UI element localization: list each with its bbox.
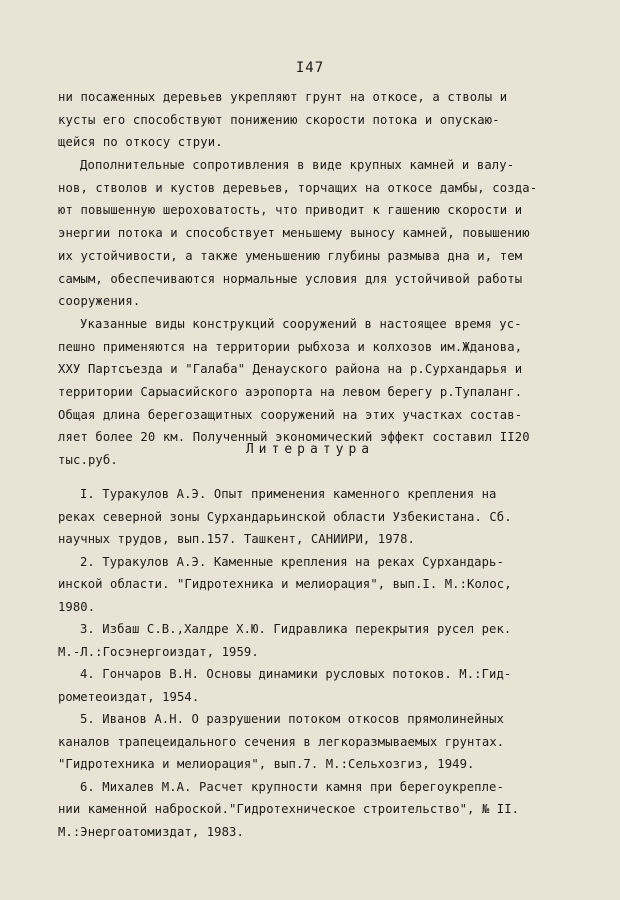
body-line: щейся по откосу струи. [58,135,223,150]
reference-line: инской области. "Гидротехника и мелиорация", вып.I. М.:Колос, [58,577,512,591]
body-line: нов, стволов и кустов деревьев, торчащих на откосе дамбы, созда- [58,180,538,195]
body-line: ХХУ Партсъезда и "Галаба" Денауского района на р.Сурхандарья и [58,362,523,377]
body-line: пешно применяются на территории рыбхоза и колхозов им.Жданова, [58,339,523,354]
reference-line: I. Туракулов А.Э. Опыт применения каменного крепления на [80,487,497,501]
body-line: самым, обеспечиваются нормальные условия для устойчивой работы [58,271,523,286]
reference-line: научных трудов, вып.157. Ташкент, САНИИРИ, 1978. [58,532,415,546]
body-text [58,86,578,472]
reference-line: М.-Л.:Госэнергоиздат, 1959. [58,644,259,659]
body-line: Общая длина берегозащитных сооружений на этих участках состав- [58,407,523,422]
reference-line: 3. Избаш С.В.,Халдре Х.Ю. Гидравлика перекрытия русел рек. [80,622,512,636]
reference-line: нии каменной наброской."Гидротехническое строительство", № II. [58,802,520,816]
reference-line: 4. Гончаров В.Н. Основы динамики русловых потоков. М.:Гид- [80,667,512,681]
body-line: ни посаженных деревьев укрепляют грунт на откосе, а стволы и [58,90,508,104]
reference-line: реках северной зоны Сурхандарьинской области Узбекистана. Сб. [58,509,512,524]
reference-line: рометеоиздат, 1954. [58,689,200,704]
body-line: их устойчивости, а также уменьшению глубины размыва дна и, тем [58,248,523,263]
body-line: ляет более 20 км. Полученный экономический эффект составил II20 [58,430,530,445]
reference-line: М.:Энергоатомиздат, 1983. [58,824,244,839]
page-number: I47 [295,60,325,76]
reference-line: "Гидротехника и мелиорация", вып.7. М.:Сельхозгиз, 1949. [58,757,475,771]
reference-line: 2. Туракулов А.Э. Каменные крепления на реках Сурхандарь- [80,554,504,569]
body-line: ют повышенную шероховатость, что приводит к гашению скорости и [58,203,523,218]
body-line: Дополнительные сопротивления в виде крупных камней и валу- [80,158,515,173]
reference-line: 5. Иванов А.Н. О разрушении потоком откосов прямолинейных [80,712,504,726]
body-line: территории Сарыасийского аэропорта на левом берегу р.Тупаланг. [58,384,523,399]
reference-line: 1980. [58,599,96,614]
body-line: Указанные виды конструкций сооружений в настоящее время ус- [80,316,522,331]
reference-line: 6. Михалев М.А. Расчет крупности камня при берегоукрепле- [80,779,504,794]
reference-line: каналов трапецеидального сечения в легкоразмываемых грунтах. [58,734,505,749]
body-line: сооружения. [58,294,141,309]
body-line: энергии потока и способствует меньшему выносу камней, повышению [58,226,530,241]
literature-heading: Литература [245,442,375,457]
body-line: кусты его способствуют понижению скорости потока и опускаю- [58,112,500,127]
reference-list [58,483,578,843]
body-line: тыс.руб. [58,453,118,467]
